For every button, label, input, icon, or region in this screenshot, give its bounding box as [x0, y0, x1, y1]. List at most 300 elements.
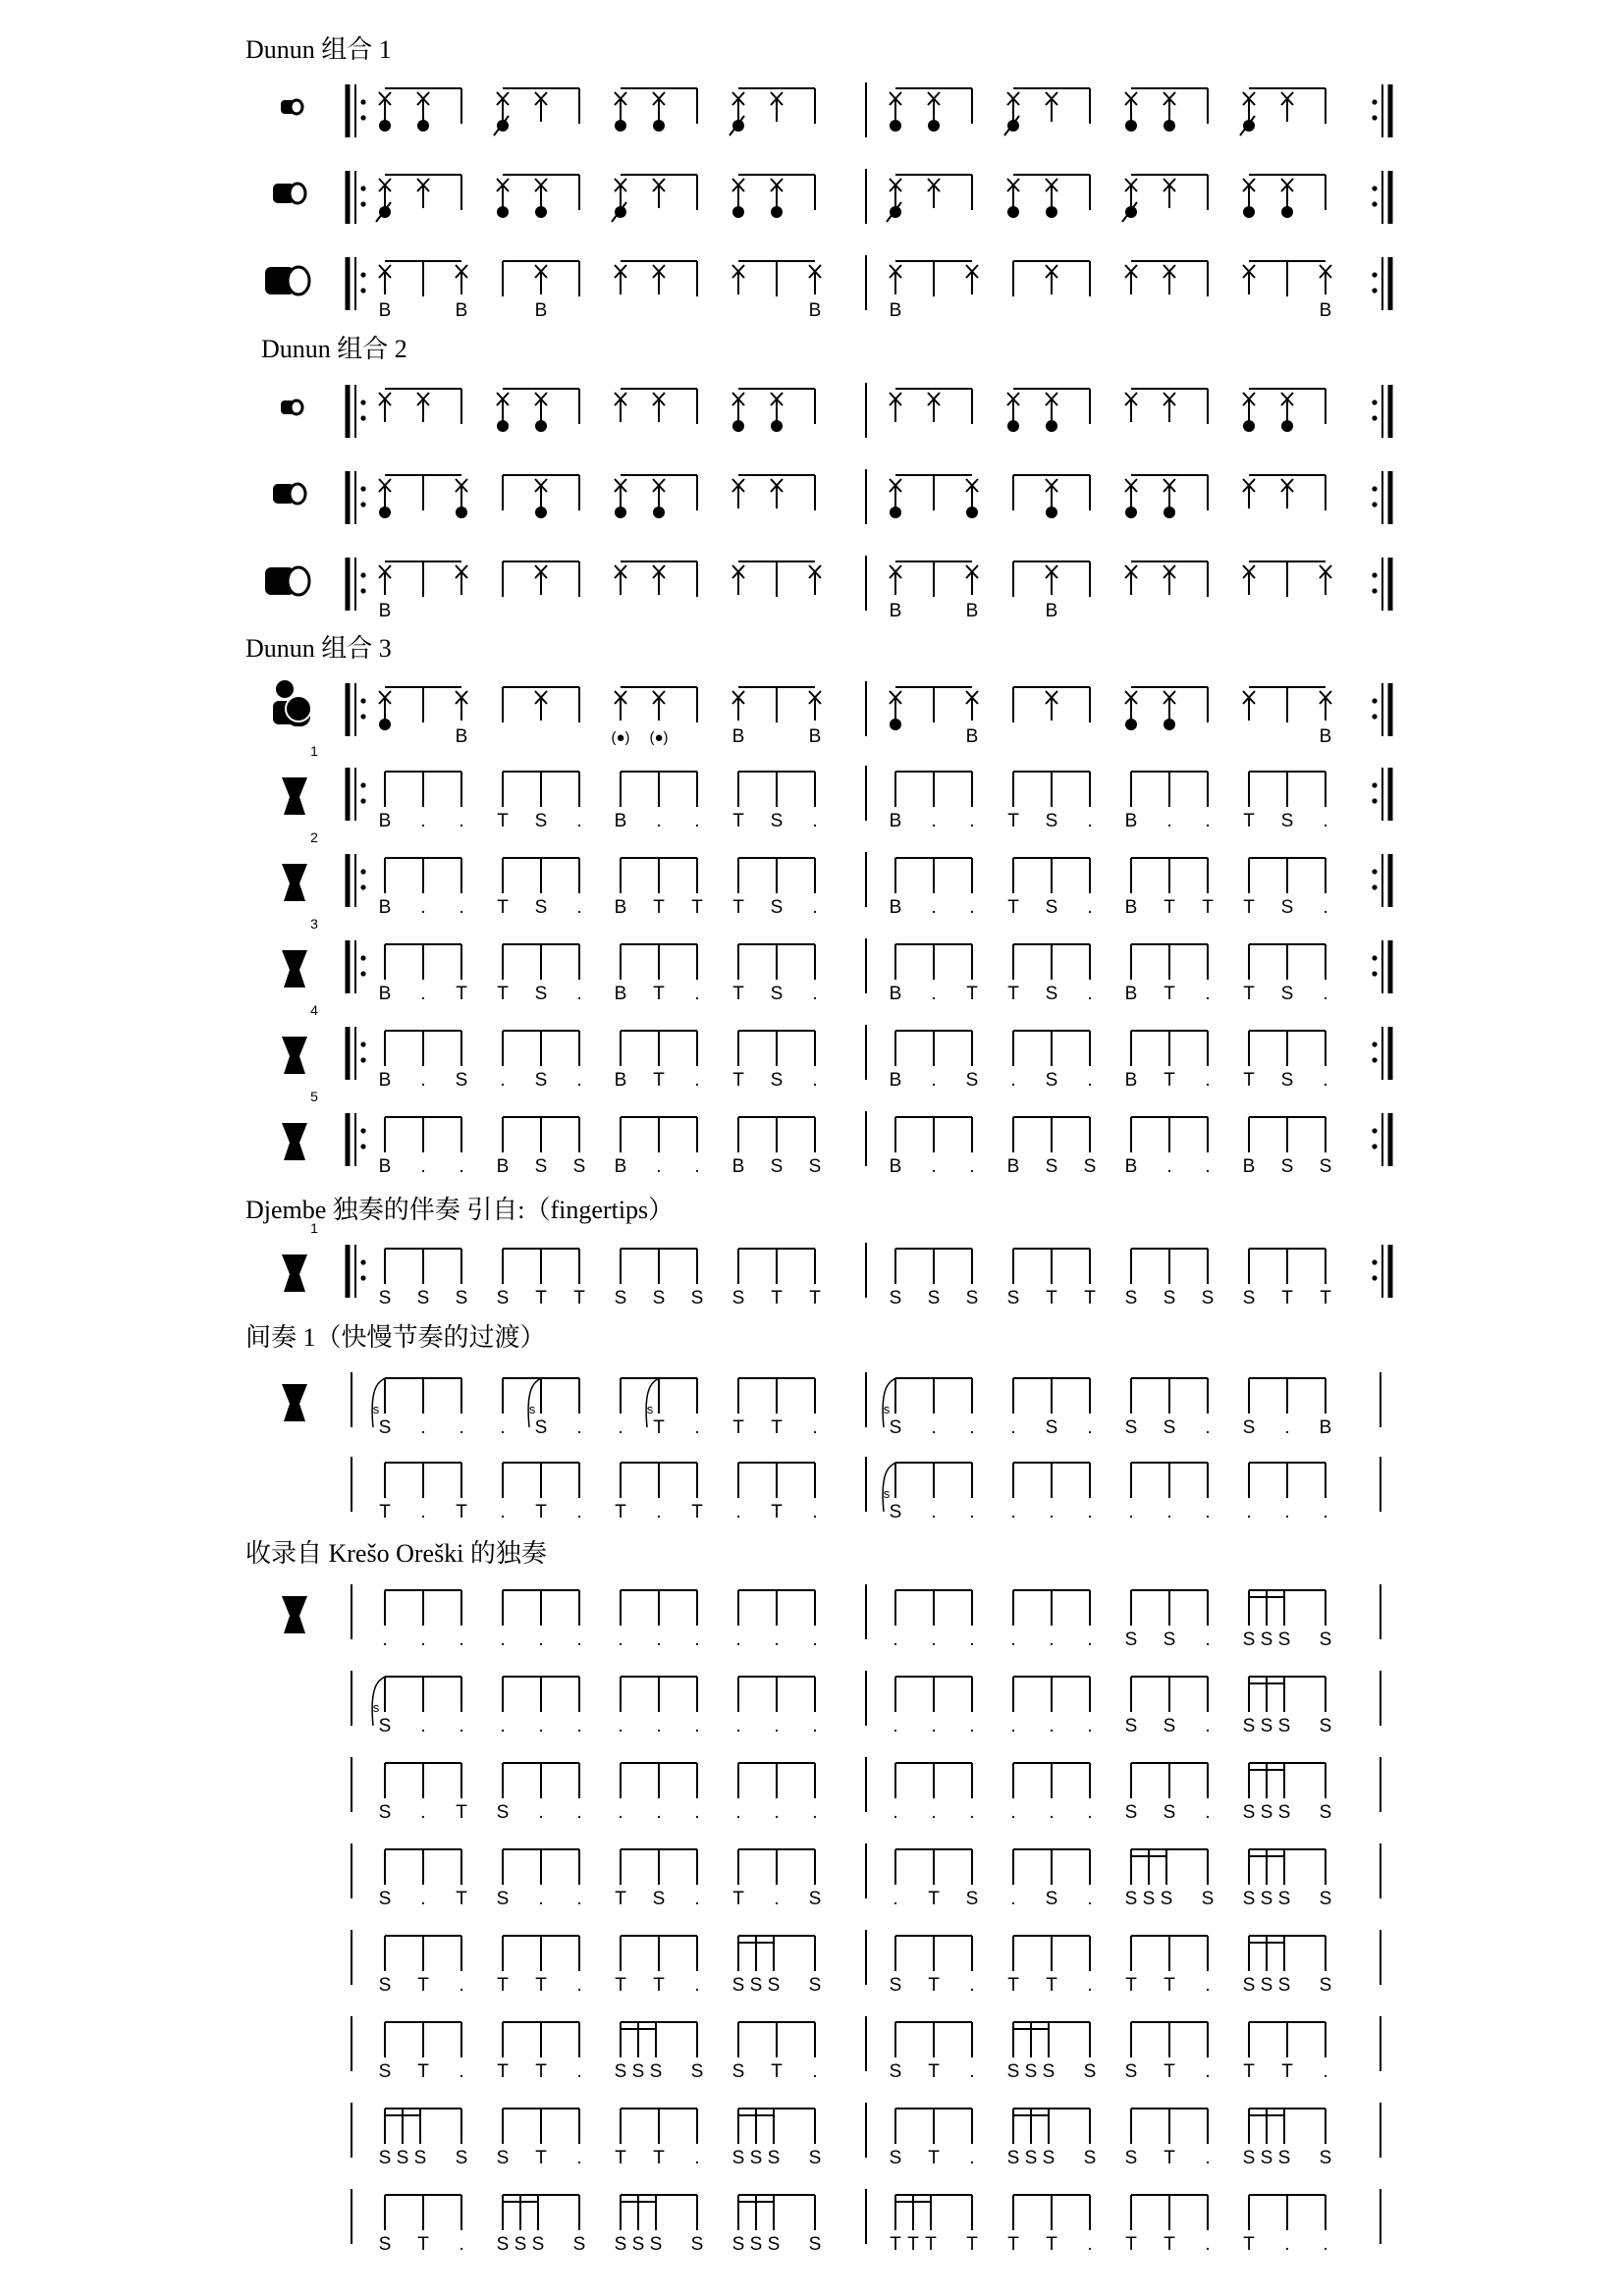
rest-dot: . — [500, 1417, 506, 1438]
bass-label: B — [1319, 726, 1332, 747]
rest-dot: . — [459, 2061, 464, 2082]
stroke-label: S — [531, 2234, 545, 2255]
stroke-label: S — [1006, 2061, 1020, 2082]
stroke-label: T — [1007, 984, 1019, 1004]
beat-group — [615, 88, 697, 132]
hit-note — [1007, 179, 1019, 218]
repeat-dot — [1372, 1259, 1377, 1264]
stroke-label: S — [1124, 1629, 1138, 1650]
repeat-dot — [360, 1259, 365, 1264]
hit-note — [1125, 265, 1137, 294]
stroke-label: S — [889, 1417, 902, 1438]
beat-group — [1007, 2109, 1097, 2168]
hit-note — [966, 565, 979, 621]
beat-group — [1125, 1590, 1211, 1650]
repeat-dot — [360, 1275, 365, 1280]
beat-group — [732, 175, 815, 218]
stroke-label: T — [653, 897, 665, 918]
beat-group — [893, 1849, 978, 1909]
hit-note — [379, 92, 391, 132]
repeat-dot — [1372, 1144, 1377, 1148]
stroke-label: B — [614, 984, 627, 1004]
beat-group — [497, 2022, 581, 2082]
stroke-label: S — [965, 1889, 979, 1909]
beat-group — [1243, 1849, 1332, 1909]
rest-dot: . — [1087, 811, 1093, 831]
beat-group — [615, 1463, 703, 1522]
rest-dot: . — [576, 1070, 582, 1091]
beat-group — [1007, 175, 1090, 218]
beat-group — [618, 1378, 699, 1438]
stroke-label: S — [1319, 1629, 1332, 1650]
stroke-label: T — [535, 2148, 547, 2168]
variation-number: 5 — [310, 1089, 318, 1104]
closed-hit — [732, 420, 744, 432]
section-title-djembe-accompaniment: Djembe 独奏的伴奏 引自:（fingertips） — [245, 1196, 675, 1224]
stroke-label: T — [928, 2061, 940, 2082]
hit-note — [732, 691, 745, 747]
hit-note — [497, 393, 509, 432]
rest-dot: . — [1087, 1889, 1093, 1909]
stroke-label: B — [889, 984, 902, 1004]
stroke-label: S — [378, 2234, 392, 2255]
section-title-dunun-3: Dunun 组合 3 — [245, 634, 392, 663]
hit-note — [376, 179, 391, 222]
stroke-label: S — [1280, 1156, 1294, 1177]
stroke-label: B — [889, 1070, 902, 1091]
rest-dot: . — [735, 1802, 741, 1823]
beat-group — [730, 88, 815, 135]
rest-dot: . — [618, 1629, 623, 1650]
ghost-label: (●) — [611, 729, 630, 746]
notation-row — [352, 2016, 1380, 2082]
rest-dot: . — [931, 1802, 937, 1823]
rest-dot: . — [1205, 1716, 1211, 1736]
rest-dot: . — [576, 1889, 582, 1909]
stroke-label: T — [907, 2234, 919, 2255]
rest-dot: . — [538, 1629, 544, 1650]
rest-dot: . — [1010, 1502, 1016, 1522]
hit-note — [1281, 479, 1293, 508]
beat-group — [1243, 1763, 1332, 1823]
beat-group — [1125, 389, 1208, 424]
beat-group — [379, 1849, 468, 1909]
repeat-dot — [1372, 1041, 1377, 1046]
rest-dot: . — [893, 1716, 898, 1736]
stroke-label: S — [1260, 1629, 1273, 1650]
stroke-label: S — [652, 1889, 666, 1909]
hit-note — [1125, 565, 1137, 595]
beat-group — [1125, 1031, 1211, 1091]
stroke-label: T — [653, 1975, 665, 1996]
stroke-label: S — [1277, 1716, 1291, 1736]
beat-group — [887, 175, 972, 222]
rest-dot: . — [1205, 2234, 1211, 2255]
rest-dot: . — [538, 1889, 544, 1909]
hit-note — [1281, 92, 1293, 122]
stroke-label: S — [649, 2234, 663, 2255]
repeat-dot — [1372, 869, 1377, 874]
hit-note — [615, 565, 626, 595]
repeat-end — [1372, 1113, 1390, 1166]
hit-note — [732, 479, 744, 508]
hit-note — [1164, 479, 1175, 518]
repeat-dot — [1372, 798, 1377, 803]
hit-note — [535, 565, 547, 595]
bass-label: B — [378, 300, 392, 321]
beat-group — [1243, 175, 1326, 218]
stroke-label: S — [1042, 2061, 1056, 2082]
grace-label: s — [372, 1402, 380, 1416]
repeat-dot — [1372, 186, 1377, 190]
rest-dot: . — [420, 1070, 426, 1091]
stroke-label: T — [809, 1288, 821, 1308]
stroke-label: S — [927, 1288, 941, 1308]
stroke-label: B — [1006, 1156, 1020, 1177]
stroke-label: T — [653, 2148, 665, 2168]
stroke-label: S — [1024, 2148, 1038, 2168]
rest-dot: . — [969, 1417, 975, 1438]
rest-dot: . — [618, 1716, 623, 1736]
hit-note — [771, 393, 783, 432]
stroke-label: B — [378, 984, 392, 1004]
beat-group — [1013, 261, 1090, 296]
stroke-label: S — [1260, 1716, 1273, 1736]
rest-dot: . — [931, 1070, 937, 1091]
rest-dot: . — [618, 1417, 623, 1438]
beat-group — [732, 1936, 822, 1996]
beat-group — [1243, 389, 1326, 432]
stroke-label: S — [572, 1156, 586, 1177]
hit-note — [497, 179, 509, 218]
stroke-label: T — [1243, 2061, 1255, 2082]
beat-group — [1125, 944, 1211, 1004]
beat-group — [372, 1378, 464, 1438]
repeat-dot — [360, 186, 365, 190]
beat-group — [379, 687, 467, 747]
stroke-label: S — [1201, 1288, 1215, 1308]
stroke-label: S — [534, 1417, 548, 1438]
stroke-label: S — [1260, 1889, 1273, 1909]
hit-note — [732, 265, 744, 294]
hit-note — [771, 179, 783, 218]
stroke-label: S — [455, 1288, 468, 1308]
rest-dot: . — [1010, 1417, 1016, 1438]
beat-group — [1125, 1849, 1215, 1909]
stroke-label: S — [731, 1288, 745, 1308]
beat-group — [1240, 88, 1326, 135]
hit-note — [615, 479, 626, 518]
notation-row — [282, 1584, 1380, 1650]
beat-group — [1243, 1031, 1327, 1091]
section-title-dunun-1: Dunun 组合 1 — [245, 35, 392, 64]
stroke-label: S — [378, 1716, 392, 1736]
drum-head — [291, 400, 302, 414]
grace-label: s — [883, 1486, 891, 1501]
hit-note — [1122, 179, 1137, 222]
rest-dot: . — [1205, 1156, 1211, 1177]
closed-hit — [966, 507, 978, 518]
beat-group — [497, 1763, 582, 1823]
hit-note — [887, 179, 901, 222]
beat-group — [732, 261, 821, 321]
rest-dot: . — [656, 1156, 662, 1177]
grace-label: s — [646, 1402, 654, 1416]
closed-hit — [1125, 507, 1137, 518]
rest-dot: . — [931, 1156, 937, 1177]
hit-note — [1240, 92, 1255, 135]
rest-dot: . — [1246, 1502, 1252, 1522]
beat-group — [1125, 2022, 1211, 2082]
rest-dot: . — [420, 897, 426, 918]
bass-label: B — [455, 300, 468, 321]
beat-group — [379, 2109, 468, 2168]
rest-dot: . — [420, 1889, 426, 1909]
stroke-label: T — [379, 1502, 391, 1522]
beat-group — [1122, 175, 1208, 222]
hit-note — [379, 479, 391, 518]
stroke-label: S — [770, 984, 784, 1004]
beat-group — [615, 944, 700, 1004]
beat-group — [497, 944, 581, 1004]
notation-row — [352, 2189, 1380, 2255]
repeat-dot — [1372, 971, 1377, 976]
beat-group — [379, 261, 468, 321]
rest-dot: . — [459, 897, 464, 918]
stroke-label: S — [1083, 1156, 1097, 1177]
stroke-label: T — [1202, 897, 1214, 918]
beat-group — [1013, 687, 1090, 722]
closed-hit — [890, 719, 901, 730]
beat-group — [618, 1590, 699, 1650]
hit-note — [730, 92, 744, 135]
rest-dot: . — [420, 1629, 426, 1650]
closed-hit — [1046, 206, 1057, 218]
stroke-label: S — [1142, 1889, 1156, 1909]
stroke-label: T — [497, 897, 509, 918]
stroke-label: S — [1045, 811, 1058, 831]
rest-dot: . — [420, 1502, 426, 1522]
repeat-start — [348, 558, 366, 611]
stroke-label: S — [1277, 1975, 1291, 1996]
rest-dot: . — [931, 811, 937, 831]
rest-dot: . — [1010, 1889, 1016, 1909]
beat-group — [732, 561, 821, 597]
beat-group — [1007, 944, 1092, 1004]
beat-group — [1007, 858, 1092, 918]
rest-dot: . — [969, 1629, 975, 1650]
stroke-label: S — [808, 1889, 822, 1909]
closed-hit — [1007, 206, 1019, 218]
stroke-label: S — [416, 1288, 430, 1308]
stroke-label: S — [652, 1288, 666, 1308]
stroke-label: B — [1124, 811, 1138, 831]
repeat-dot — [1372, 884, 1377, 889]
beat-group — [497, 389, 579, 432]
stroke-label: S — [1260, 1975, 1273, 1996]
beat-group — [1243, 1936, 1332, 1996]
stroke-label: B — [889, 1156, 902, 1177]
beat-group — [1243, 858, 1327, 918]
beat-group — [1125, 475, 1208, 518]
hit-note — [1046, 565, 1058, 621]
closed-hit — [379, 120, 391, 132]
stroke-label: S — [1045, 1417, 1058, 1438]
notation-row — [282, 829, 1390, 918]
stroke-label: S — [1319, 1802, 1332, 1823]
stroke-label: T — [1125, 1975, 1137, 1996]
rest-dot: . — [1284, 1502, 1290, 1522]
hit-note — [809, 691, 822, 747]
stroke-label: T — [1125, 2234, 1137, 2255]
rest-dot: . — [1049, 1502, 1055, 1522]
rest-dot: . — [969, 1502, 975, 1522]
rest-dot: . — [576, 811, 582, 831]
closed-hit — [732, 206, 744, 218]
repeat-dot — [1372, 572, 1377, 577]
rest-dot: . — [656, 1502, 662, 1522]
notation-row — [352, 2103, 1380, 2168]
beat-group — [1013, 561, 1090, 621]
djembe-shape — [282, 1384, 307, 1421]
beat-group — [1243, 1590, 1332, 1650]
stroke-label: T — [497, 984, 509, 1004]
stroke-label: S — [1277, 2148, 1291, 2168]
closed-hit — [890, 507, 901, 518]
rest-dot: . — [1205, 984, 1211, 1004]
repeat-dot — [360, 588, 365, 593]
hit-note — [1243, 179, 1255, 218]
beat-group — [500, 1378, 581, 1438]
beat-group — [1243, 2022, 1327, 2082]
rest-dot: . — [931, 1716, 937, 1736]
hit-note — [890, 565, 902, 621]
rest-dot: . — [694, 1975, 700, 1996]
bass-label: B — [731, 726, 745, 747]
hit-note — [890, 479, 901, 518]
hit-note — [535, 479, 547, 518]
dunun-small-icon — [281, 100, 302, 114]
stroke-label: S — [1277, 1889, 1291, 1909]
beat-group — [615, 561, 697, 597]
beat-group — [1243, 2195, 1327, 2255]
beat-group — [615, 261, 697, 296]
stroke-label: S — [514, 2234, 527, 2255]
rest-dot: . — [1166, 811, 1172, 831]
stroke-label: S — [496, 1288, 510, 1308]
stroke-label: T — [966, 984, 978, 1004]
repeat-end — [1372, 683, 1390, 736]
bass-label: B — [534, 300, 548, 321]
rest-dot: . — [1323, 2234, 1328, 2255]
beat-group — [379, 944, 468, 1004]
repeat-dot — [360, 572, 365, 577]
beat-group — [615, 1849, 699, 1909]
stroke-label: S — [690, 2061, 704, 2082]
hit-note — [615, 92, 626, 132]
stroke-label: S — [770, 897, 784, 918]
stroke-label: T — [1007, 811, 1019, 831]
rest-dot: . — [931, 897, 937, 918]
rest-dot: . — [382, 1629, 388, 1650]
stroke-label: T — [456, 1889, 467, 1909]
stroke-label: S — [690, 2234, 704, 2255]
hit-note — [379, 691, 391, 730]
hit-note — [649, 691, 668, 746]
rest-dot: . — [774, 1802, 780, 1823]
drum-head — [290, 184, 305, 203]
stroke-label: S — [1242, 1889, 1256, 1909]
stroke-label: S — [731, 1975, 745, 1996]
rest-dot: . — [459, 2234, 464, 2255]
stroke-label: S — [378, 1288, 392, 1308]
rest-dot: . — [538, 1716, 544, 1736]
stroke-label: T — [456, 1502, 467, 1522]
stroke-label: T — [653, 984, 665, 1004]
repeat-dot — [360, 955, 365, 960]
dunun-set-icon — [273, 680, 311, 726]
rest-dot: . — [1049, 1716, 1055, 1736]
stroke-label: S — [378, 1802, 392, 1823]
repeat-start — [348, 84, 366, 137]
beat-group — [497, 2109, 582, 2168]
closed-hit — [456, 507, 467, 518]
beat-group — [1125, 261, 1208, 296]
rest-dot: . — [1205, 1629, 1211, 1650]
repeat-start — [348, 171, 366, 224]
beat-group — [735, 1763, 817, 1823]
hit-note — [535, 179, 547, 218]
repeat-dot — [1372, 782, 1377, 787]
rest-dot: . — [1205, 811, 1211, 831]
rest-dot: . — [893, 1802, 898, 1823]
hit-note — [928, 179, 940, 208]
stroke-label: S — [1163, 1417, 1176, 1438]
repeat-start — [348, 471, 366, 524]
closed-hit — [535, 420, 547, 432]
bass-label: B — [889, 300, 902, 321]
stroke-label: T — [615, 1975, 626, 1996]
stroke-label: T — [1164, 1975, 1175, 1996]
djembe-shape — [282, 864, 307, 901]
beat-group — [497, 772, 581, 831]
hit-note — [1007, 393, 1019, 432]
beat-group — [615, 1936, 699, 1996]
stroke-label: S — [1124, 1889, 1138, 1909]
djembe-icon — [282, 1123, 307, 1160]
stroke-label: S — [1045, 1889, 1058, 1909]
notation-row — [282, 1372, 1380, 1438]
repeat-start — [348, 854, 366, 907]
rest-dot: . — [969, 811, 975, 831]
beat-group — [618, 1677, 699, 1736]
notation-row — [273, 169, 1390, 224]
beat-group — [1125, 2109, 1211, 2168]
stroke-label: S — [1280, 897, 1294, 918]
stroke-label: B — [889, 897, 902, 918]
hit-note — [1164, 92, 1175, 132]
stroke-label: T — [1164, 1070, 1175, 1091]
beat-group — [503, 561, 579, 597]
stroke-label: S — [1242, 1629, 1256, 1650]
beat-group — [1125, 561, 1208, 597]
beat-group — [611, 687, 697, 746]
hit-note — [417, 179, 429, 208]
stroke-label: S — [1280, 1070, 1294, 1091]
stroke-label: T — [771, 1417, 783, 1438]
beat-group — [1125, 1936, 1210, 1996]
closed-hit — [1125, 719, 1137, 730]
